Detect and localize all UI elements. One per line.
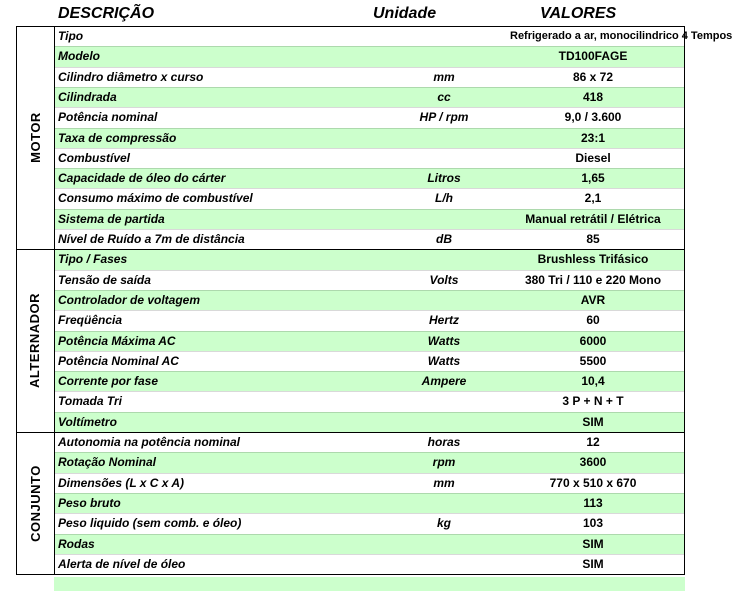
row-value: 12: [586, 435, 600, 449]
row-description: Modelo: [58, 49, 100, 64]
row-description: Potência nominal: [58, 110, 158, 125]
row-description: Combustível: [58, 150, 131, 165]
row-description: Alerta de nível de óleo: [58, 556, 186, 571]
label-column-divider: [54, 432, 55, 574]
row-unit: mm: [433, 69, 455, 84]
row-unit: Watts: [427, 333, 461, 348]
row-value: SIM: [582, 536, 604, 551]
row-description: Cilindrada: [58, 89, 117, 104]
row-value: 9,0 / 3.600: [564, 110, 622, 125]
row-unit: cc: [437, 89, 451, 104]
row-value: 113: [583, 495, 603, 510]
row-value: Brushless Trifásico: [537, 252, 649, 267]
row-value: 60: [586, 313, 600, 328]
row-description: Potência Máxima AC: [58, 333, 176, 348]
row-value: 6000: [579, 333, 607, 348]
row-description: Peso liquido (sem comb. e óleo): [58, 516, 242, 531]
table-footer-strip: [54, 577, 685, 591]
row-description: Rotação Nominal: [58, 455, 157, 470]
header-valores: VALORES: [540, 5, 617, 22]
row-value: SIM: [582, 556, 604, 571]
section-label: [16, 249, 54, 432]
row-unit: Volts: [429, 272, 459, 287]
row-value: 418: [582, 89, 604, 104]
row-unit: HP / rpm: [419, 110, 469, 125]
row-value: 3 P + N + T: [562, 394, 624, 409]
row-unit: Watts: [427, 353, 461, 368]
header-descricao: DESCRIÇÃO: [58, 5, 155, 22]
row-description: Peso bruto: [58, 495, 121, 510]
row-description: Voltímetro: [58, 414, 117, 429]
row-value: Diesel: [575, 150, 611, 165]
row-value: 103: [582, 516, 604, 531]
section-label-text: CONJUNTO: [27, 464, 43, 542]
section-border: [16, 432, 685, 575]
row-unit: kg: [436, 516, 451, 531]
section-border: [16, 26, 732, 250]
row-description: Corrente por fase: [58, 374, 159, 389]
row-description: Tomada Tri: [58, 394, 123, 409]
row-unit: mm: [433, 475, 455, 490]
row-unit: Ampere: [421, 374, 467, 389]
row-description: Potência Nominal AC: [58, 353, 179, 368]
row-description: Consumo máximo de combustível: [58, 191, 253, 206]
row-value: 1,65: [581, 171, 605, 186]
row-description: Tipo / Fases: [58, 252, 128, 267]
row-value: Manual retrátil / Elétrica: [525, 211, 661, 226]
row-description: Taxa de compressão: [58, 130, 177, 145]
label-column-divider: [54, 26, 55, 249]
section-label-text: ALTERNADOR: [27, 293, 43, 389]
row-unit: horas: [427, 435, 461, 449]
row-description: Dimensões (L x C x A): [58, 475, 185, 490]
row-value: TD100FAGE: [558, 49, 628, 64]
row-value: 86 x 72: [572, 69, 614, 84]
row-description: Nível de Ruído a 7m de distância: [58, 232, 245, 246]
row-value: 770 x 510 x 670: [549, 475, 637, 490]
row-unit: dB: [436, 232, 452, 246]
row-description: Sistema de partida: [58, 211, 165, 226]
row-value: 3600: [579, 455, 607, 470]
row-description: Tipo: [58, 29, 84, 43]
spec-table: [16, 26, 732, 576]
row-description: Autonomia na potência nominal: [58, 435, 241, 449]
row-value: 380 Tri / 110 e 220 Mono: [524, 272, 662, 287]
row-description: Freqüência: [58, 313, 123, 328]
row-value: SIM: [582, 414, 604, 429]
label-column-divider: [54, 249, 55, 432]
header-unidade: Unidade: [373, 5, 437, 22]
section-label: [16, 26, 54, 249]
row-value: 5500: [579, 353, 607, 368]
row-unit: L/h: [435, 191, 453, 206]
row-description: Tensão de saída: [58, 272, 151, 287]
row-value: AVR: [580, 292, 606, 307]
row-value: 85: [586, 232, 600, 246]
row-description: Controlador de voltagem: [58, 292, 201, 307]
row-unit: Hertz: [428, 313, 459, 328]
section-border: [16, 249, 685, 433]
row-description: Rodas: [58, 536, 95, 551]
row-unit: Litros: [427, 171, 461, 186]
section-label: [16, 432, 54, 574]
row-description: Cilindro diâmetro x curso: [58, 69, 204, 84]
row-unit: rpm: [432, 455, 456, 470]
row-value: Refrigerado a ar, monocilindrico 4 Tempos: [510, 30, 732, 42]
row-description: Capacidade de óleo do cárter: [58, 171, 226, 186]
section-label-text: MOTOR: [27, 112, 43, 163]
row-value: 2,1: [584, 191, 602, 206]
row-value: 10,4: [581, 374, 605, 389]
row-value: 23:1: [580, 130, 606, 145]
